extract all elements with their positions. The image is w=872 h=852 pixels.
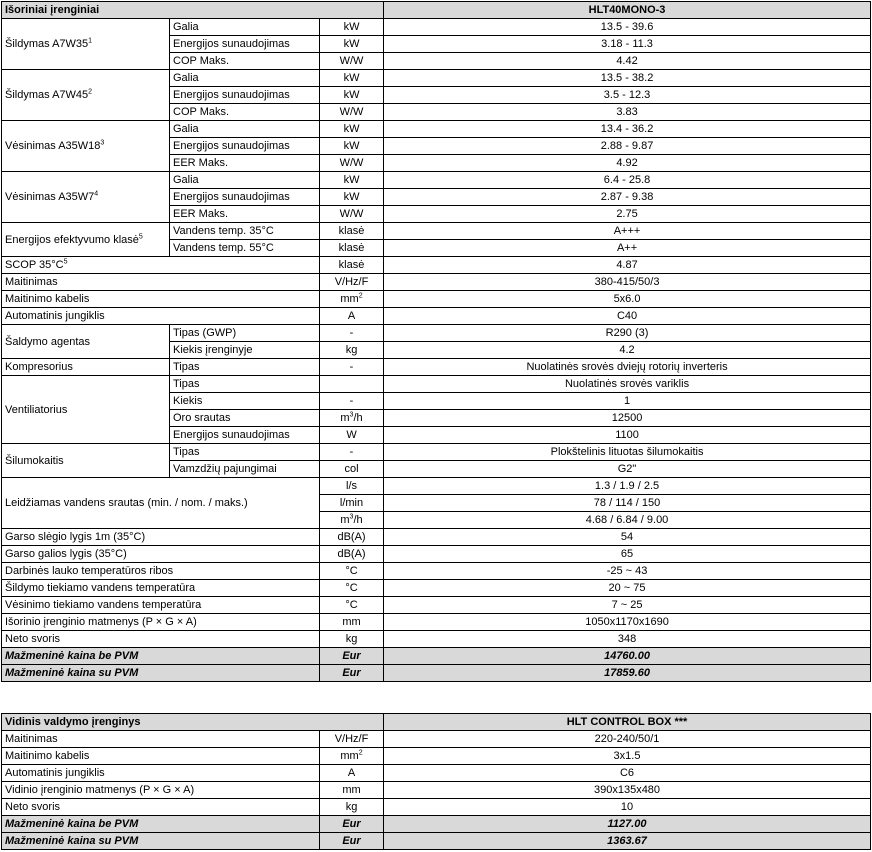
price-row [2,648,871,665]
param-label: Energijos sunaudojimas [170,189,320,206]
unit-cell: klasė [320,257,384,274]
value-cell: A++ [384,240,871,257]
param-label: Galia [170,70,320,87]
table-row [2,799,871,816]
value-cell: 13.5 - 38.2 [384,70,871,87]
table-row [2,359,871,376]
unit-cell: kg [320,342,384,359]
group-label: Vėsinimas $A35W7^4$ [2,172,170,223]
unit-cell: - [320,325,384,342]
value-cell: 3.18 - 11.3 [384,36,871,53]
param-label: Energijos sunaudojimas [170,87,320,104]
unit-cell: - [320,444,384,461]
unit-cell: - [320,359,384,376]
unit-cell: kg [320,631,384,648]
row-label: SCOP $35^\circ C^5$ [2,257,320,274]
value-cell: 13.5 - 39.6 [384,19,871,36]
value-cell: 65 [384,546,871,563]
unit-cell: kW [320,36,384,53]
table-row [2,765,871,782]
param-label: Vandens temp. 55°C [170,240,320,257]
param-label: Oro srautas [170,410,320,427]
table-row [2,376,871,393]
group-label: Šaldymo agentas [2,325,170,359]
param-label: COP Maks. [170,104,320,121]
group-label: Šilumokaitis [2,444,170,478]
unit-cell: $m^3/h$ [320,410,384,427]
param-label: Kiekis [170,393,320,410]
value-cell: Plokštelinis lituotas šilumokaitis [384,444,871,461]
value-cell: 390x135x480 [384,782,871,799]
unit-cell: klasė [320,240,384,257]
param-label: Energijos sunaudojimas [170,138,320,155]
value-cell: 380-415/50/3 [384,274,871,291]
price-unit: Eur [320,665,384,682]
table-row [2,478,871,495]
table-row [2,782,871,799]
value-cell: -25 ~ 43 [384,563,871,580]
unit-cell: dB(A) [320,546,384,563]
unit-cell [320,376,384,393]
table-row [2,257,871,274]
param-label: Energijos sunaudojimas [170,427,320,444]
group-label: Energijos efektyvumo klasė$^5$ [2,223,170,257]
unit-cell: $m^3/h$ [320,512,384,529]
table-row [2,223,871,240]
row-label: Šildymo tiekiamo vandens temperatūra [2,580,320,597]
param-label: Galia [170,172,320,189]
unit-cell: $mm^2$ [320,748,384,765]
outdoor-header-label: Išoriniai įrenginiai [2,2,384,19]
unit-cell: W/W [320,206,384,223]
value-cell: 4.2 [384,342,871,359]
table-row [2,614,871,631]
value-cell: 2.88 - 9.87 [384,138,871,155]
value-cell: 78 / 114 / 150 [384,495,871,512]
param-label: Galia [170,121,320,138]
unit-cell: klasė [320,223,384,240]
unit-cell: W [320,427,384,444]
value-cell: G2" [384,461,871,478]
price-label: Mažmeninė kaina be PVM [2,816,320,833]
table-row [2,546,871,563]
price-value: 14760.00 [384,648,871,665]
value-cell: 348 [384,631,871,648]
table-row [2,597,871,614]
value-cell: 3.83 [384,104,871,121]
unit-cell: kW [320,172,384,189]
price-value: 1363.67 [384,833,871,850]
param-label: COP Maks. [170,53,320,70]
param-label: Energijos sunaudojimas [170,36,320,53]
group-label: Vėsinimas $A35W18^3$ [2,121,170,172]
value-cell: C40 [384,308,871,325]
group-label: Šildymas $A7W45^2$ [2,70,170,121]
price-row [2,833,871,850]
value-cell: 3.5 - 12.3 [384,87,871,104]
table-row [2,444,871,461]
price-unit: Eur [320,648,384,665]
table-row [2,70,871,87]
value-cell: 54 [384,529,871,546]
row-label: Neto svoris [2,799,320,816]
unit-cell: W/W [320,53,384,70]
param-label: Tipas [170,444,320,461]
outdoor-model-name: HLT40MONO-3 [384,2,871,19]
unit-cell: W/W [320,155,384,172]
table-row [2,308,871,325]
value-cell: Nuolatinės srovės variklis [384,376,871,393]
unit-cell: kg [320,799,384,816]
price-value: 17859.60 [384,665,871,682]
value-cell: 220-240/50/1 [384,731,871,748]
price-label: Mažmeninė kaina be PVM [2,648,320,665]
unit-cell: V/Hz/F [320,274,384,291]
unit-cell: A [320,765,384,782]
value-cell: 4.68 / 6.84 / 9.00 [384,512,871,529]
param-label: Tipas [170,376,320,393]
table-row [2,121,871,138]
value-cell: 2.87 - 9.38 [384,189,871,206]
table-row [2,274,871,291]
value-cell: 7 ~ 25 [384,597,871,614]
row-label: Automatinis jungiklis [2,308,320,325]
unit-cell: l/min [320,495,384,512]
param-label: EER Maks. [170,155,320,172]
value-cell: 13.4 - 36.2 [384,121,871,138]
value-cell: 1050x1170x1690 [384,614,871,631]
group-label: Leidžiamas vandens srautas (min. / nom. / maks.) [2,478,320,529]
table-row [2,325,871,342]
param-label: Tipas [170,359,320,376]
table-row [2,529,871,546]
row-label: Automatinis jungiklis [2,765,320,782]
value-cell: 6.4 - 25.8 [384,172,871,189]
unit-cell: kW [320,189,384,206]
value-cell: 12500 [384,410,871,427]
unit-cell: °C [320,563,384,580]
outdoor-units-table [1,1,871,682]
unit-cell: °C [320,597,384,614]
unit-cell: col [320,461,384,478]
param-label: Vandens temp. 35°C [170,223,320,240]
unit-cell: A [320,308,384,325]
value-cell: 4.42 [384,53,871,70]
table-header-row [2,2,871,19]
price-row [2,665,871,682]
price-label: Mažmeninė kaina su PVM [2,665,320,682]
value-cell: 3x1.5 [384,748,871,765]
value-cell: 1 [384,393,871,410]
table-row [2,563,871,580]
unit-cell: $mm^2$ [320,291,384,308]
value-cell: 1100 [384,427,871,444]
unit-cell: - [320,393,384,410]
group-label: Ventiliatorius [2,376,170,444]
row-label: Neto svoris [2,631,320,648]
value-cell: A+++ [384,223,871,240]
value-cell: 2.75 [384,206,871,223]
value-cell: R290 (3) [384,325,871,342]
table-row [2,172,871,189]
unit-cell: mm [320,782,384,799]
value-cell: 10 [384,799,871,816]
unit-cell: W/W [320,104,384,121]
indoor-unit-table [1,713,871,850]
unit-cell: kW [320,121,384,138]
value-cell: 4.87 [384,257,871,274]
unit-cell: l/s [320,478,384,495]
unit-cell: kW [320,19,384,36]
unit-cell: °C [320,580,384,597]
value-cell: Nuolatinės srovės dviejų rotorių inverteris [384,359,871,376]
unit-cell: V/Hz/F [320,731,384,748]
row-label: Garso galios lygis (35°C) [2,546,320,563]
table-row [2,291,871,308]
row-label: Garso slėgio lygis 1m (35°C) [2,529,320,546]
indoor-header-label: Vidinis valdymo įrenginys [2,714,384,731]
param-label: Vamzdžių pajungimai [170,461,320,478]
param-label: Tipas (GWP) [170,325,320,342]
row-label: Išorinio įrenginio matmenys (P × G × A) [2,614,320,631]
price-row [2,816,871,833]
row-label: Maitinimo kabelis [2,291,320,308]
group-label: Kompresorius [2,359,170,376]
unit-cell: kW [320,87,384,104]
table-header-row [2,714,871,731]
table-row [2,19,871,36]
price-unit: Eur [320,816,384,833]
value-cell: 4.92 [384,155,871,172]
row-label: Maitinimas [2,274,320,291]
price-unit: Eur [320,833,384,850]
value-cell: 5x6.0 [384,291,871,308]
unit-cell: mm [320,614,384,631]
row-label: Vidinio įrenginio matmenys (P × G × A) [2,782,320,799]
group-label: Šildymas $A7W35^1$ [2,19,170,70]
table-row [2,631,871,648]
table-row [2,580,871,597]
param-label: EER Maks. [170,206,320,223]
param-label: Kiekis įrenginyje [170,342,320,359]
price-value: 1127.00 [384,816,871,833]
value-cell: 20 ~ 75 [384,580,871,597]
unit-cell: kW [320,70,384,87]
unit-cell: dB(A) [320,529,384,546]
unit-cell: kW [320,138,384,155]
row-label: Maitinimas [2,731,320,748]
table-row [2,748,871,765]
param-label: Galia [170,19,320,36]
value-cell: 1.3 / 1.9 / 2.5 [384,478,871,495]
row-label: Darbinės lauko temperatūros ribos [2,563,320,580]
table-row [2,731,871,748]
row-label: Vėsinimo tiekiamo vandens temperatūra [2,597,320,614]
value-cell: C6 [384,765,871,782]
row-label: Maitinimo kabelis [2,748,320,765]
indoor-model-name: HLT CONTROL BOX *** [384,714,871,731]
price-label: Mažmeninė kaina su PVM [2,833,320,850]
